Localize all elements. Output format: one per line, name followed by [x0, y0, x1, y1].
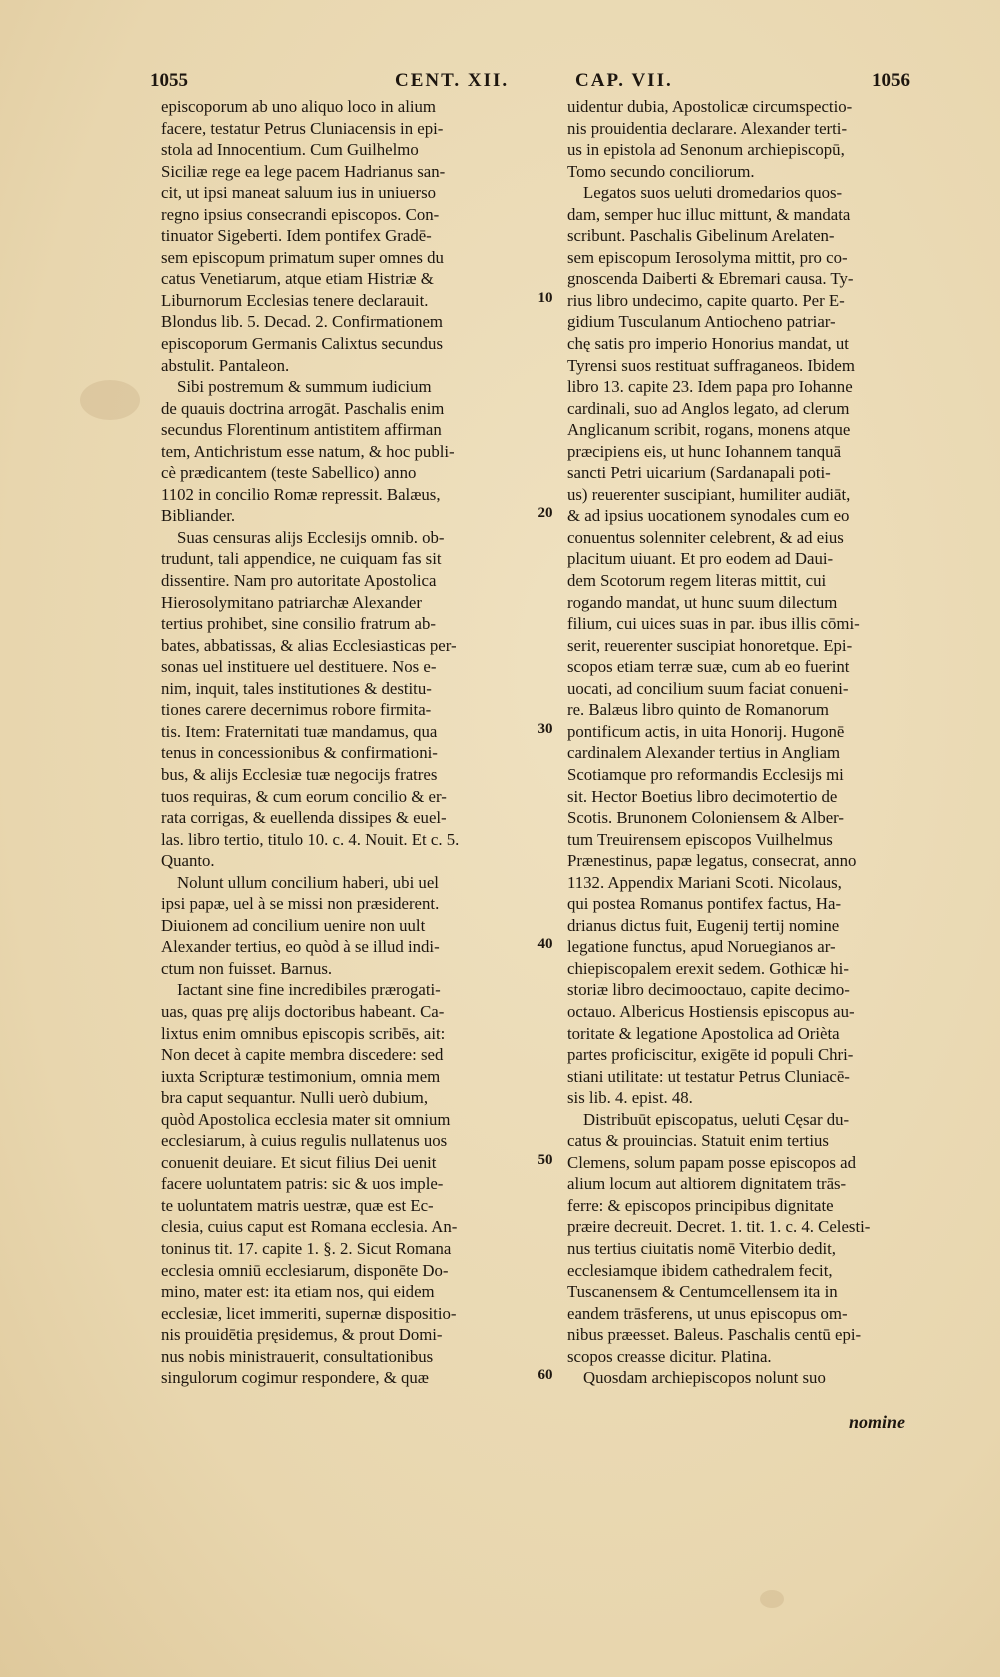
- running-header: [150, 70, 910, 98]
- text-line: storiæ libro decimooctauo, capite decimo-: [567, 980, 850, 1000]
- text-line: dem Scotorum regem literas mittit, cui: [567, 571, 827, 591]
- text-line: tem, Antichristum esse natum, & hoc publi-: [161, 441, 455, 461]
- text-line: nus nobis ministrauerit, consultationibus: [161, 1346, 434, 1366]
- line-number-marker: 10: [537, 289, 553, 306]
- text-line: gidium Tusculanum Antiocheno patriar-: [567, 312, 836, 332]
- text-line: sis lib. 4. epist. 48.: [567, 1088, 693, 1108]
- text-line: octauo. Albericus Hostiensis episcopus au-: [567, 1001, 855, 1021]
- text-line: sem episcopum primatum super omnes du: [161, 247, 444, 267]
- text-line: serit, reuerenter suscipiat honoretque. Epi-: [567, 635, 853, 655]
- text-line: episcoporum Germanis Calixtus secundus: [161, 334, 443, 354]
- text-line: tinuator Sigeberti. Idem pontifex Gradē-: [161, 226, 432, 246]
- text-line: singulorum cogimur respondere, & quæ: [161, 1368, 429, 1388]
- text-line: Siciliæ rege ea lege pacem Hadrianus san-: [161, 161, 446, 181]
- text-line: cardinalem Alexander tertius in Angliam: [567, 743, 841, 763]
- text-line: te uoluntatem matris uestræ, quæ est Ec-: [161, 1195, 434, 1215]
- text-line: libro 13. capite 23. Idem papa pro Iohanne: [567, 377, 853, 397]
- text-line: Suas censuras alijs Ecclesijs omnib. ob-: [177, 527, 445, 547]
- text-line: eandem trāsferens, ut unus episcopus om-: [567, 1303, 848, 1323]
- text-line: 1132. Appendix Mariani Scoti. Nicolaus,: [567, 872, 842, 892]
- text-line: us) reuerenter suscipiant, humiliter audiāt,: [567, 484, 851, 504]
- text-line: tertius prohibet, sine consilio fratrum ab-: [161, 614, 436, 634]
- text-line: Blondus lib. 5. Decad. 2. Confirmationem: [161, 312, 443, 332]
- text-line: præire decreuit. Decret. 1. tit. 1. c. 4. Celesti-: [567, 1217, 871, 1237]
- text-line: regno ipsius consecrandi episcopos. Con-: [161, 204, 440, 224]
- text-line: Hierosolymitano patriarchæ Alexander: [161, 592, 422, 612]
- text-line: nis prouidentia declarare. Alexander terti-: [567, 118, 848, 138]
- text-line: Scotis. Brunonem Coloniensem & Alber-: [567, 808, 844, 828]
- text-line: Clemens, solum papam posse episcopos ad: [567, 1152, 856, 1172]
- text-line: quòd Apostolica ecclesia mater sit omnium: [161, 1109, 451, 1129]
- text-line: Quanto.: [161, 851, 215, 871]
- text-line: uidentur dubia, Apostolicæ circumspectio-: [567, 97, 853, 116]
- text-line: Tyrensi suos restituat suffraganeos. Ibidem: [567, 355, 855, 375]
- text-line: Prænestinus, papæ legatus, consecrat, anno: [567, 851, 857, 871]
- text-line: ctum non fuisset. Barnus.: [161, 958, 333, 978]
- text-line: gnoscenda Daiberti & Ebremari causa. Ty-: [567, 269, 854, 289]
- text-line: legatione functus, apud Noruegianos ar-: [567, 937, 836, 957]
- text-line: clesia, cuius caput est Romana ecclesia. An-: [161, 1217, 458, 1237]
- text-line: iuxta Scripturæ testimonium, omnia mem: [161, 1066, 441, 1086]
- text-line: cardinali, suo ad Anglos legato, ad clerum: [567, 398, 850, 418]
- text-line: episcoporum ab uno aliquo loco in alium: [161, 97, 436, 116]
- text-line: sonas uel instituere uel destituere. Nos e-: [161, 657, 437, 677]
- text-line: nim, inquit, tales institutiones & destitu-: [161, 678, 432, 698]
- text-line: sancti Petri uicarium (Sardanapali poti-: [567, 463, 831, 483]
- text-line: nis prouidētia pręsidemus, & prout Domi-: [161, 1325, 443, 1345]
- century-heading: CENT. XII.: [395, 70, 510, 91]
- text-line: bus, & alijs Ecclesiæ tuæ negocijs fratres: [161, 764, 438, 784]
- text-line: Bibliander.: [161, 506, 236, 526]
- text-line: alium locum aut altiorem dignitatem trās-: [567, 1174, 847, 1194]
- text-line: Tuscanensem & Centumcellensem ita in: [567, 1282, 838, 1302]
- text-line: cè prædicantem (teste Sabellico) anno: [161, 463, 417, 483]
- text-line: Distribuūt episcopatus, ueluti Cęsar du-: [583, 1109, 850, 1129]
- text-line: nibus præesset. Baleus. Paschalis centū epi-: [567, 1325, 862, 1345]
- text-line: stiani utilitate: ut testatur Petrus Cluniacē-: [567, 1066, 850, 1086]
- text-line: tis. Item: Fraternitati tuæ mandamus, qua: [161, 721, 438, 741]
- text-line: stola ad Innocentium. Cum Guilhelmo: [161, 140, 419, 160]
- text-line: ipsi papæ, uel à se missi non præsiderent.: [161, 894, 440, 914]
- text-line: partes proficiscitur, exigēte id populi Chri-: [567, 1045, 854, 1065]
- text-line: toritate & legatione Apostolica ad Orièta: [567, 1023, 840, 1043]
- right-page-number: 1056: [872, 70, 910, 91]
- text-line: tum Treuirensem episcopos Vuilhelmus: [567, 829, 833, 849]
- line-number-marker: 60: [537, 1367, 553, 1384]
- text-line: conuenit deuiare. Et sicut filius Dei uenit: [161, 1152, 437, 1172]
- line-number-marker: 20: [537, 505, 553, 522]
- text-line: præcipiens eis, ut hunc Iohannem tanquā: [567, 441, 842, 461]
- paper-stain: [760, 1590, 784, 1608]
- chapter-heading: CAP. VII.: [575, 70, 673, 91]
- text-line: 1102 in concilio Romæ repressit. Balæus,: [161, 484, 441, 504]
- text-line: Non decet à capite membra discedere: sed: [161, 1045, 444, 1065]
- text-line: uocati, ad concilium suum faciat conueni-: [567, 678, 849, 698]
- text-line: bra caput sequantur. Nulli uerò dubium,: [161, 1088, 429, 1108]
- text-line: scribunt. Paschalis Gibelinum Arelaten-: [567, 226, 835, 246]
- text-line: ecclesiamque ibidem cathedralem fecit,: [567, 1260, 833, 1280]
- text-line: rogando mandat, ut hunc suum dilectum: [567, 592, 838, 612]
- text-line: Alexander tertius, eo quòd à se illud indi-: [161, 937, 440, 957]
- text-line: & ad ipsius uocationem synodales cum eo: [567, 506, 850, 526]
- text-line: placitum uiuant. Et pro eodem ad Daui-: [567, 549, 834, 569]
- text-line: ecclesiæ, licet immeriti, supernæ dispositio-: [161, 1303, 457, 1323]
- text-line: rius libro undecimo, capite quarto. Per E-: [567, 290, 845, 310]
- text-line: Nolunt ullum concilium haberi, ubi uel: [177, 872, 439, 892]
- text-line: ecclesiarum, à cuius regulis nullatenus uos: [161, 1131, 448, 1151]
- text-line: ecclesia omniū ecclesiarum, disponēte Do-: [161, 1260, 449, 1280]
- right-text-column: [567, 96, 935, 1389]
- text-line: Iactant sine fine incredibiles prærogati-: [177, 980, 441, 1000]
- text-line: de quauis doctrina arrogāt. Paschalis enim: [161, 398, 445, 418]
- text-line: lixtus enim omnibus episcopis scribēs, ait:: [161, 1023, 446, 1043]
- text-line: toninus tit. 17. capite 1. §. 2. Sicut Romana: [161, 1238, 452, 1258]
- left-text-column: [161, 96, 529, 1389]
- text-line: nus tertius ciuitatis nomē Viterbio dedit,: [567, 1238, 837, 1258]
- left-page-number: 1055: [150, 70, 188, 91]
- text-line: uas, quas prę alijs doctoribus habeant. Ca-: [161, 1001, 445, 1021]
- text-line: filium, cui uices suas in par. ibus illis cōmi-: [567, 614, 860, 634]
- text-line: sem episcopum Ierosolyma mittit, pro co-: [567, 247, 848, 267]
- text-line: Quosdam archiepiscopos nolunt suo: [583, 1368, 826, 1388]
- line-number-marker: 50: [537, 1151, 553, 1168]
- text-line: dam, semper huc illuc mittunt, & mandata: [567, 204, 851, 224]
- text-line: facere, testatur Petrus Cluniacensis in epi-: [161, 118, 444, 138]
- text-line: Legatos suos ueluti dromedarios quos-: [583, 183, 843, 203]
- text-line: Diuionem ad concilium uenire non uult: [161, 915, 426, 935]
- text-line: tenus in concessionibus & confirmationi-: [161, 743, 438, 763]
- text-line: re. Balæus libro quinto de Romanorum: [567, 700, 829, 720]
- text-line: catus & prouincias. Statuit enim tertius: [567, 1131, 829, 1151]
- text-line: abstulit. Pantaleon.: [161, 355, 290, 375]
- text-line: tiones carere decernimus robore firmita-: [161, 700, 432, 720]
- text-line: scopos etiam terræ suæ, cum ab eo fuerint: [567, 657, 850, 677]
- text-line: cit, ut ipsi maneat saluum ius in uniuerso: [161, 183, 436, 203]
- text-line: dissentire. Nam pro autoritate Apostolica: [161, 571, 437, 591]
- text-line: catus Venetiarum, atque etiam Histriæ &: [161, 269, 434, 289]
- text-line: scopos creasse dicitur. Platina.: [567, 1346, 772, 1366]
- text-line: trudunt, tali appendice, ne cuiquam fas sit: [161, 549, 442, 569]
- text-line: chiepiscopalem erexit sedem. Gothicæ hi-: [567, 958, 849, 978]
- text-line: Tomo secundo conciliorum.: [567, 161, 755, 181]
- text-line: drianus dictus fuit, Eugenij tertij nomine: [567, 915, 840, 935]
- text-line: pontificum actis, in uita Honorij. Hugonē: [567, 721, 845, 741]
- text-line: Liburnorum Ecclesias tenere declarauit.: [161, 290, 429, 310]
- catchword: nomine: [849, 1412, 906, 1432]
- text-line: us in epistola ad Senonum archiepiscopū,: [567, 140, 845, 160]
- text-line: tuos requiras, & cum eorum concilio & er-: [161, 786, 447, 806]
- text-line: qui postea Romanus pontifex factus, Ha-: [567, 894, 842, 914]
- line-number-marker: 30: [537, 720, 553, 737]
- text-line: rata corrigas, & euellenda dissipes & euel-: [161, 808, 447, 828]
- text-line: Scotiamque pro reformandis Ecclesijs mi: [567, 764, 844, 784]
- text-line: mino, mater est: ita etiam nos, qui eidem: [161, 1282, 435, 1302]
- paper-stain: [80, 380, 140, 420]
- text-line: chę satis pro imperio Honorius mandat, ut: [567, 334, 849, 354]
- text-line: facere uoluntatem patris: sic & uos imple-: [161, 1174, 444, 1194]
- text-line: bates, abbatissas, & alias Ecclesiasticas per-: [161, 635, 457, 655]
- text-line: sit. Hector Boetius libro decimotertio de: [567, 786, 838, 806]
- text-line: Anglicanum scribit, rogans, monens atque: [567, 420, 851, 440]
- text-line: ferre: & episcopos principibus dignitate: [567, 1195, 834, 1215]
- text-line: secundus Florentinum antistitem affirman: [161, 420, 442, 440]
- text-line: conuentus solenniter celebrent, & ad eius: [567, 527, 844, 547]
- line-number-marker: 40: [537, 936, 553, 953]
- text-line: Sibi postremum & summum iudicium: [177, 377, 432, 397]
- text-line: las. libro tertio, titulo 10. c. 4. Nouit. Et c. 5.: [161, 829, 460, 849]
